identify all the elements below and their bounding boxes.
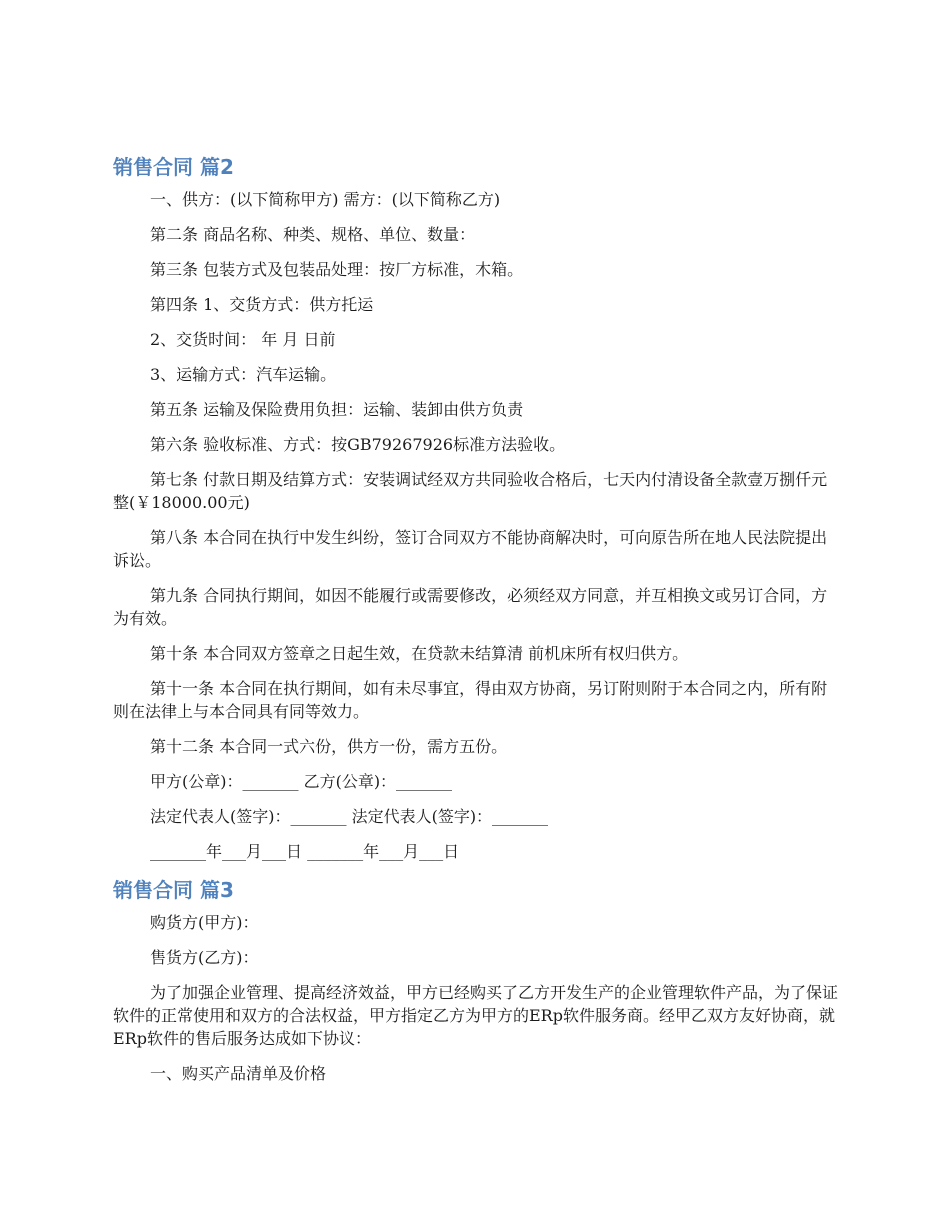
contract-clause: 第二条 商品名称、种类、规格、单位、数量： [150, 225, 476, 244]
contract-clause: 第十二条 本合同一式六份，供方一份，需方五份。 [150, 737, 508, 756]
signature-line-seal: 甲方(公章)：_______ 乙方(公章)：_______ [150, 772, 453, 791]
signature-line-representative: 法定代表人(签字)：_______ 法定代表人(签字)：_______ [150, 807, 549, 826]
contract-clause: 一、供方：(以下简称甲方) 需方：(以下简称乙方) [150, 190, 501, 209]
contract-clause: 第六条 验收标准、方式：按GB79267926标准方法验收。 [150, 435, 566, 454]
contract-clause: 第七条 付款日期及结算方式：安装调试经双方共同验收合格后，七天内付清设备全款壹万捌仟元整(￥18000.00元) [113, 470, 828, 512]
buyer-party-line: 购货方(甲方)： [150, 913, 259, 932]
contract-clause: 第十一条 本合同在执行期间，如有未尽事宜，得由双方协商，另订附则附于本合同之内，所有附则在法律上与本合同具有同等效力。 [113, 679, 828, 721]
seller-party-line: 售货方(乙方)： [150, 948, 259, 967]
agreement-preamble: 为了加强企业管理、提高经济效益，甲方已经购买了乙方开发生产的企业管理软件产品，为了保证软件的正常使用和双方的合法权益，甲方指定乙方为甲方的ERp软件服务商。经甲乙双方友好协商，就ERp软件的售后服务达成如下协议： [113, 983, 839, 1048]
contract-clause: 3、运输方式：汽车运输。 [150, 365, 337, 384]
contract-clause: 第五条 运输及保险费用负担：运输、装卸由供方负责 [150, 400, 524, 419]
section-2-heading: 销售合同 篇2 [113, 155, 234, 179]
contract-clause: 第十条 本合同双方签章之日起生效，在贷款未结算清 前机床所有权归供方。 [150, 644, 689, 663]
product-list-heading: 一、购买产品清单及价格 [150, 1064, 327, 1083]
document-body [113, 152, 838, 1097]
contract-clause: 2、交货时间： 年 月 日前 [150, 330, 336, 349]
contract-clause: 第八条 本合同在执行中发生纠纷，签订合同双方不能协商解决时，可向原告所在地人民法院提出诉讼。 [113, 528, 828, 570]
section-3-heading: 销售合同 篇3 [113, 878, 234, 902]
contract-clause: 第九条 合同执行期间，如因不能履行或需要修改，必须经双方同意，并互相换文或另订合同，方为有效。 [113, 586, 828, 628]
signature-line-date: _______年___月___日 _______年___月___日 [150, 842, 460, 861]
contract-clause: 第四条 1、交货方式：供方托运 [150, 295, 374, 314]
contract-clause: 第三条 包装方式及包装品处理：按厂方标准，木箱。 [150, 260, 524, 279]
